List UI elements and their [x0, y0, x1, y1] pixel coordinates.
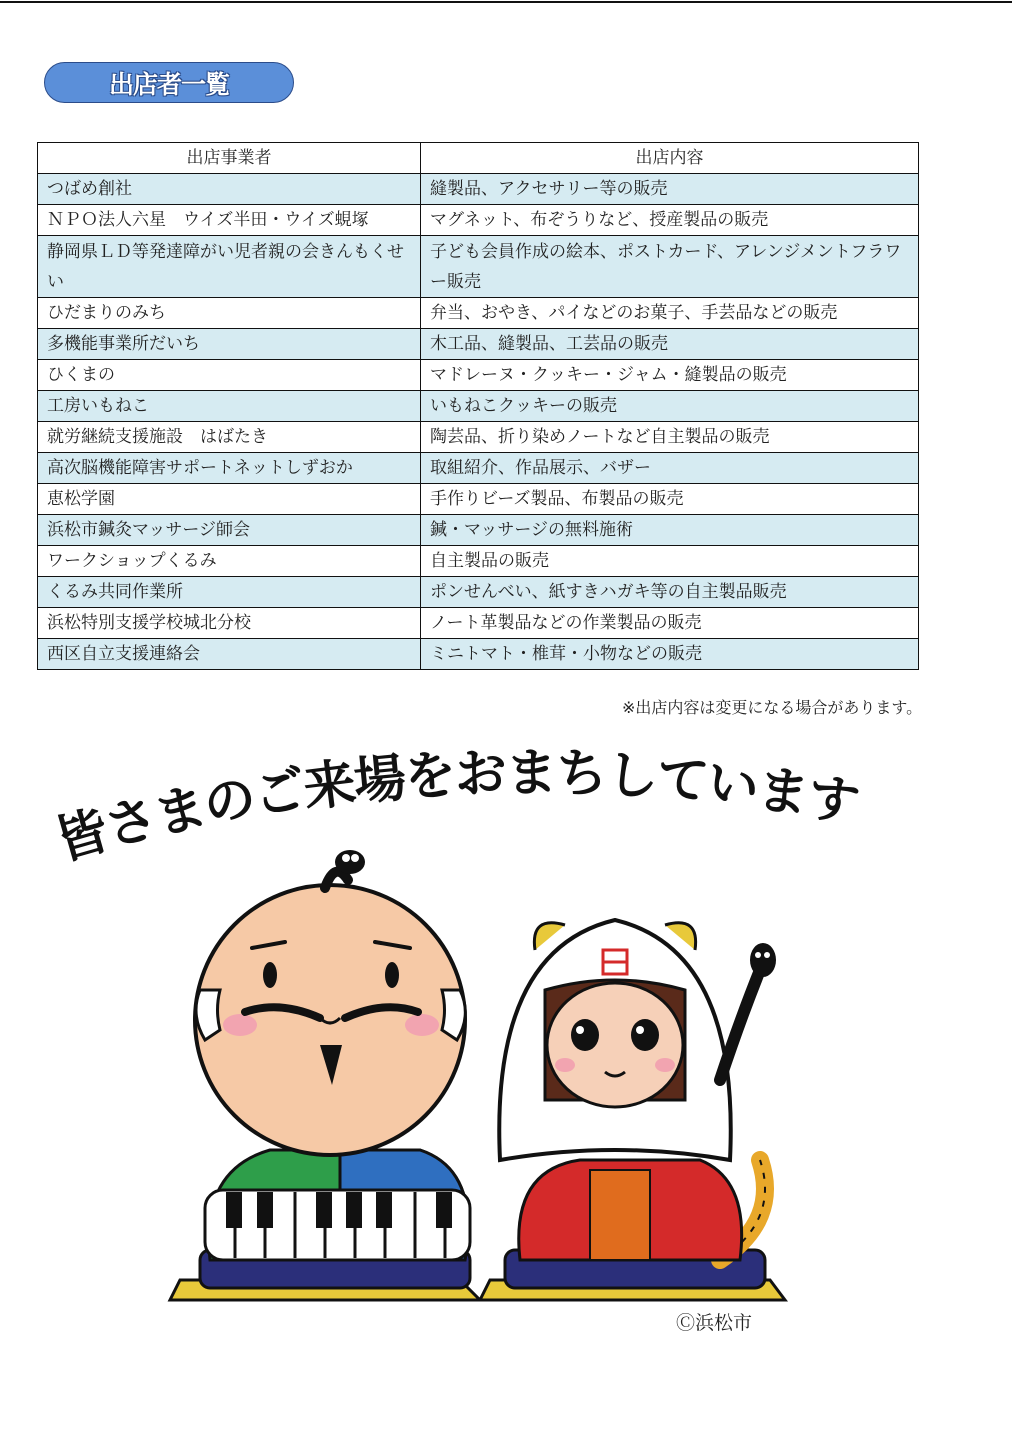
content-cell: 自主製品の販売	[421, 546, 919, 577]
content-cell: マグネット、布ぞうりなど、授産製品の販売	[421, 205, 919, 236]
table-header-row	[38, 143, 919, 174]
vendor-cell: 多機能事業所だいち	[38, 329, 421, 360]
vendor-cell: 工房いもねこ	[38, 391, 421, 422]
content-cell: いもねこクッキーの販売	[421, 391, 919, 422]
vendor-cell: くるみ共同作業所	[38, 577, 421, 608]
left-mascot	[195, 850, 470, 1260]
table-row	[38, 174, 919, 205]
table-row	[38, 453, 919, 484]
section-title: 出店者一覧	[108, 69, 229, 99]
vendor-cell: ＮＰＯ法人六星 ウイズ半田・ウイズ蜆塚	[38, 205, 421, 236]
top-rule	[0, 1, 1012, 3]
table-row	[38, 639, 919, 670]
vendor-cell: 就労継続支援施設 はばたき	[38, 422, 421, 453]
table-row	[38, 608, 919, 639]
mascot-illustration	[160, 840, 800, 1310]
column-header-vendor: 出店事業者	[38, 143, 421, 174]
content-cell: ノート革製品などの作業製品の販売	[421, 608, 919, 639]
table-row	[38, 391, 919, 422]
right-mascot	[499, 920, 776, 1260]
content-cell: 子ども会員作成の絵本、ポストカード、アレンジメントフラワー販売	[421, 236, 919, 298]
content-cell: ポンせんべい、紙すきハガキ等の自主製品販売	[421, 577, 919, 608]
table-row	[38, 298, 919, 329]
vendor-cell: 浜松特別支援学校城北分校	[38, 608, 421, 639]
vendor-cell: ひだまりのみち	[38, 298, 421, 329]
content-cell: 縫製品、アクセサリー等の販売	[421, 174, 919, 205]
content-cell: 陶芸品、折り染めノートなど自主製品の販売	[421, 422, 919, 453]
vendor-table	[37, 142, 919, 670]
table-row	[38, 422, 919, 453]
table-row	[38, 360, 919, 391]
content-cell: 木工品、縫製品、工芸品の販売	[421, 329, 919, 360]
table-row	[38, 577, 919, 608]
table-row	[38, 236, 919, 298]
welcome-text: 皆さまのご来場をおまちしています	[49, 744, 862, 872]
table-row	[38, 205, 919, 236]
table-row	[38, 546, 919, 577]
table-row	[38, 515, 919, 546]
content-cell: ミニトマト・椎茸・小物などの販売	[421, 639, 919, 670]
content-cell: マドレーヌ・クッキー・ジャム・縫製品の販売	[421, 360, 919, 391]
vendor-cell: 恵松学園	[38, 484, 421, 515]
vendor-cell: 静岡県ＬＤ等発達障がい児者親の会きんもくせい	[38, 236, 421, 298]
section-title-badge	[44, 62, 294, 103]
vendor-cell: ひくまの	[38, 360, 421, 391]
vendor-cell: 浜松市鍼灸マッサージ師会	[38, 515, 421, 546]
content-cell: 弁当、おやき、パイなどのお菓子、手芸品などの販売	[421, 298, 919, 329]
vendor-cell: つばめ創社	[38, 174, 421, 205]
disclaimer-note: ※出店内容は変更になる場合があります。	[622, 698, 923, 717]
content-cell: 手作りビーズ製品、布製品の販売	[421, 484, 919, 515]
content-cell: 取組紹介、作品展示、バザー	[421, 453, 919, 484]
table-row	[38, 329, 919, 360]
copyright-credit: Ⓒ浜松市	[676, 1312, 753, 1334]
content-cell: 鍼・マッサージの無料施術	[421, 515, 919, 546]
column-header-content: 出店内容	[421, 143, 919, 174]
vendor-cell: 西区自立支援連絡会	[38, 639, 421, 670]
vendor-cell: 高次脳機能障害サポートネットしずおか	[38, 453, 421, 484]
table-row	[38, 484, 919, 515]
vendor-cell: ワークショップくるみ	[38, 546, 421, 577]
